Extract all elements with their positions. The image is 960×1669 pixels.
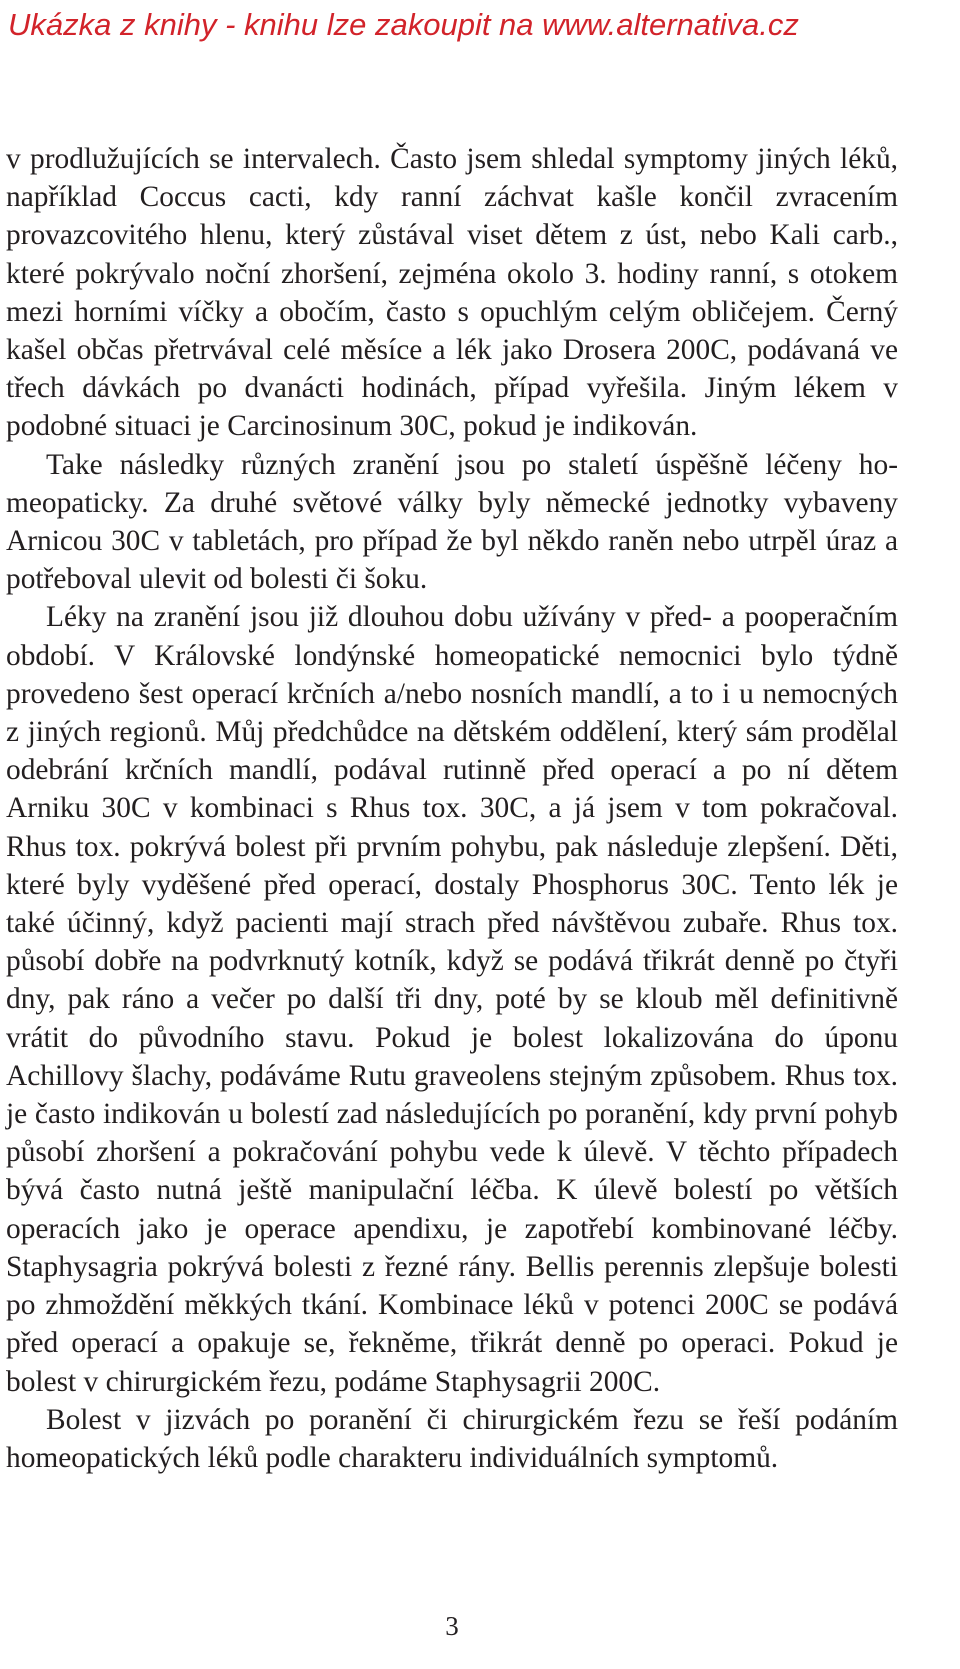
paragraph-operations: Léky na zranění jsou již dlouhou dobu užívány v před- a pooperačním období. V Královské londýnské homeopatické nemocnici bylo týdně provedeno šest operací krčních a/nebo nosních mandlí, a to i u nemocných z jiných regionů. Můj předchůdce na dětském oddělení, který sám prodělal odebrání krčních mandlí, podával rutinně před operací a po ní dětem Arniku 30C v kombinaci s Rhus tox. 30C, a já jsem v tom pokračoval. Rhus tox. pokrývá bolest při prvním pohybu, pak následuje zlepšení. Děti, které byly vyděšené před operací, dostaly Phosphorus 30C. Tento lék je také účinný, když pacienti mají strach před návštěvou zubaře. Rhus tox. působí dobře na podvrknutý kotník, když se podává třikrát denně po čtyři dny, pak ráno a večer po další tři dny, poté by se kloub měl definitivně vrátit do původního stavu. Pokud je bolest lokalizována do úponu Achillovy šlachy, podáváme Rutu graveolens stejným způsobem. Rhus tox. je často indikován u bolestí zad následujících po poranění, kdy první pohyb působí zhoršení a pokračování pohybu vede k úlevě. V těchto případech bývá často nutná ještě manipulační léčba. K úlevě bolestí po větších operacích jako je operace apendixu, je zapotřebí kombinované léčby. Staphysagria pokrývá bolesti z řezné rány. Bellis perennis zlepšuje bolesti po zhmoždění měkkých tkání. Kombinace léků v potenci 200C se podává před operací a opakuje se, řekněme, třikrát denně po operaci. Pokud je bolest v chirurgickém řezu, podáme Staphysagrii 200C. — [6, 601, 898, 1398]
paragraph-continuation: v prodlužujících se intervalech. Často jsem shledal symptomy jiných léků, například Coccus cacti, kdy ranní záchvat kašle končil zvracením provazcovitého hlenu, který zůstával viset dětem z úst, nebo Kali carb., které pokrývalo noční zhoršení, zejména okolo 3. hodiny ranní, s otokem mezi horními víčky a obočím, často s opuchlým celým obličejem. Černý kašel občas přetrvával celé měsíce a lék jako Drosera 200C, podávaná ve třech dávkách po dvanácti hodinách, případ vyřešila. Jiným lékem v podobné situaci je Carcinosinum 30C, pokud je indikován. — [6, 143, 898, 443]
sample-banner[interactable]: Ukázka z knihy - knihu lze zakoupit na www.alternativa.cz — [8, 7, 799, 42]
paragraph-scars: Bolest v jizvách po poranění či chirurgickém řezu se řeší podáním homeopatických léků podle charakteru individuálních symptomů. — [6, 1403, 898, 1474]
page-number: 3 — [445, 1611, 459, 1641]
paragraph-injuries: Take následky různých zranění jsou po staletí úspěšně léčeny homeopaticky. Za druhé světové války byly německé jednotky vybaveny Arnicou 30C v tabletách, pro případ že byl někdo raněn nebo utrpěl úraz a potřeboval ulevit od bolesti či šoku. — [6, 448, 898, 596]
page-body-text — [6, 140, 898, 1477]
